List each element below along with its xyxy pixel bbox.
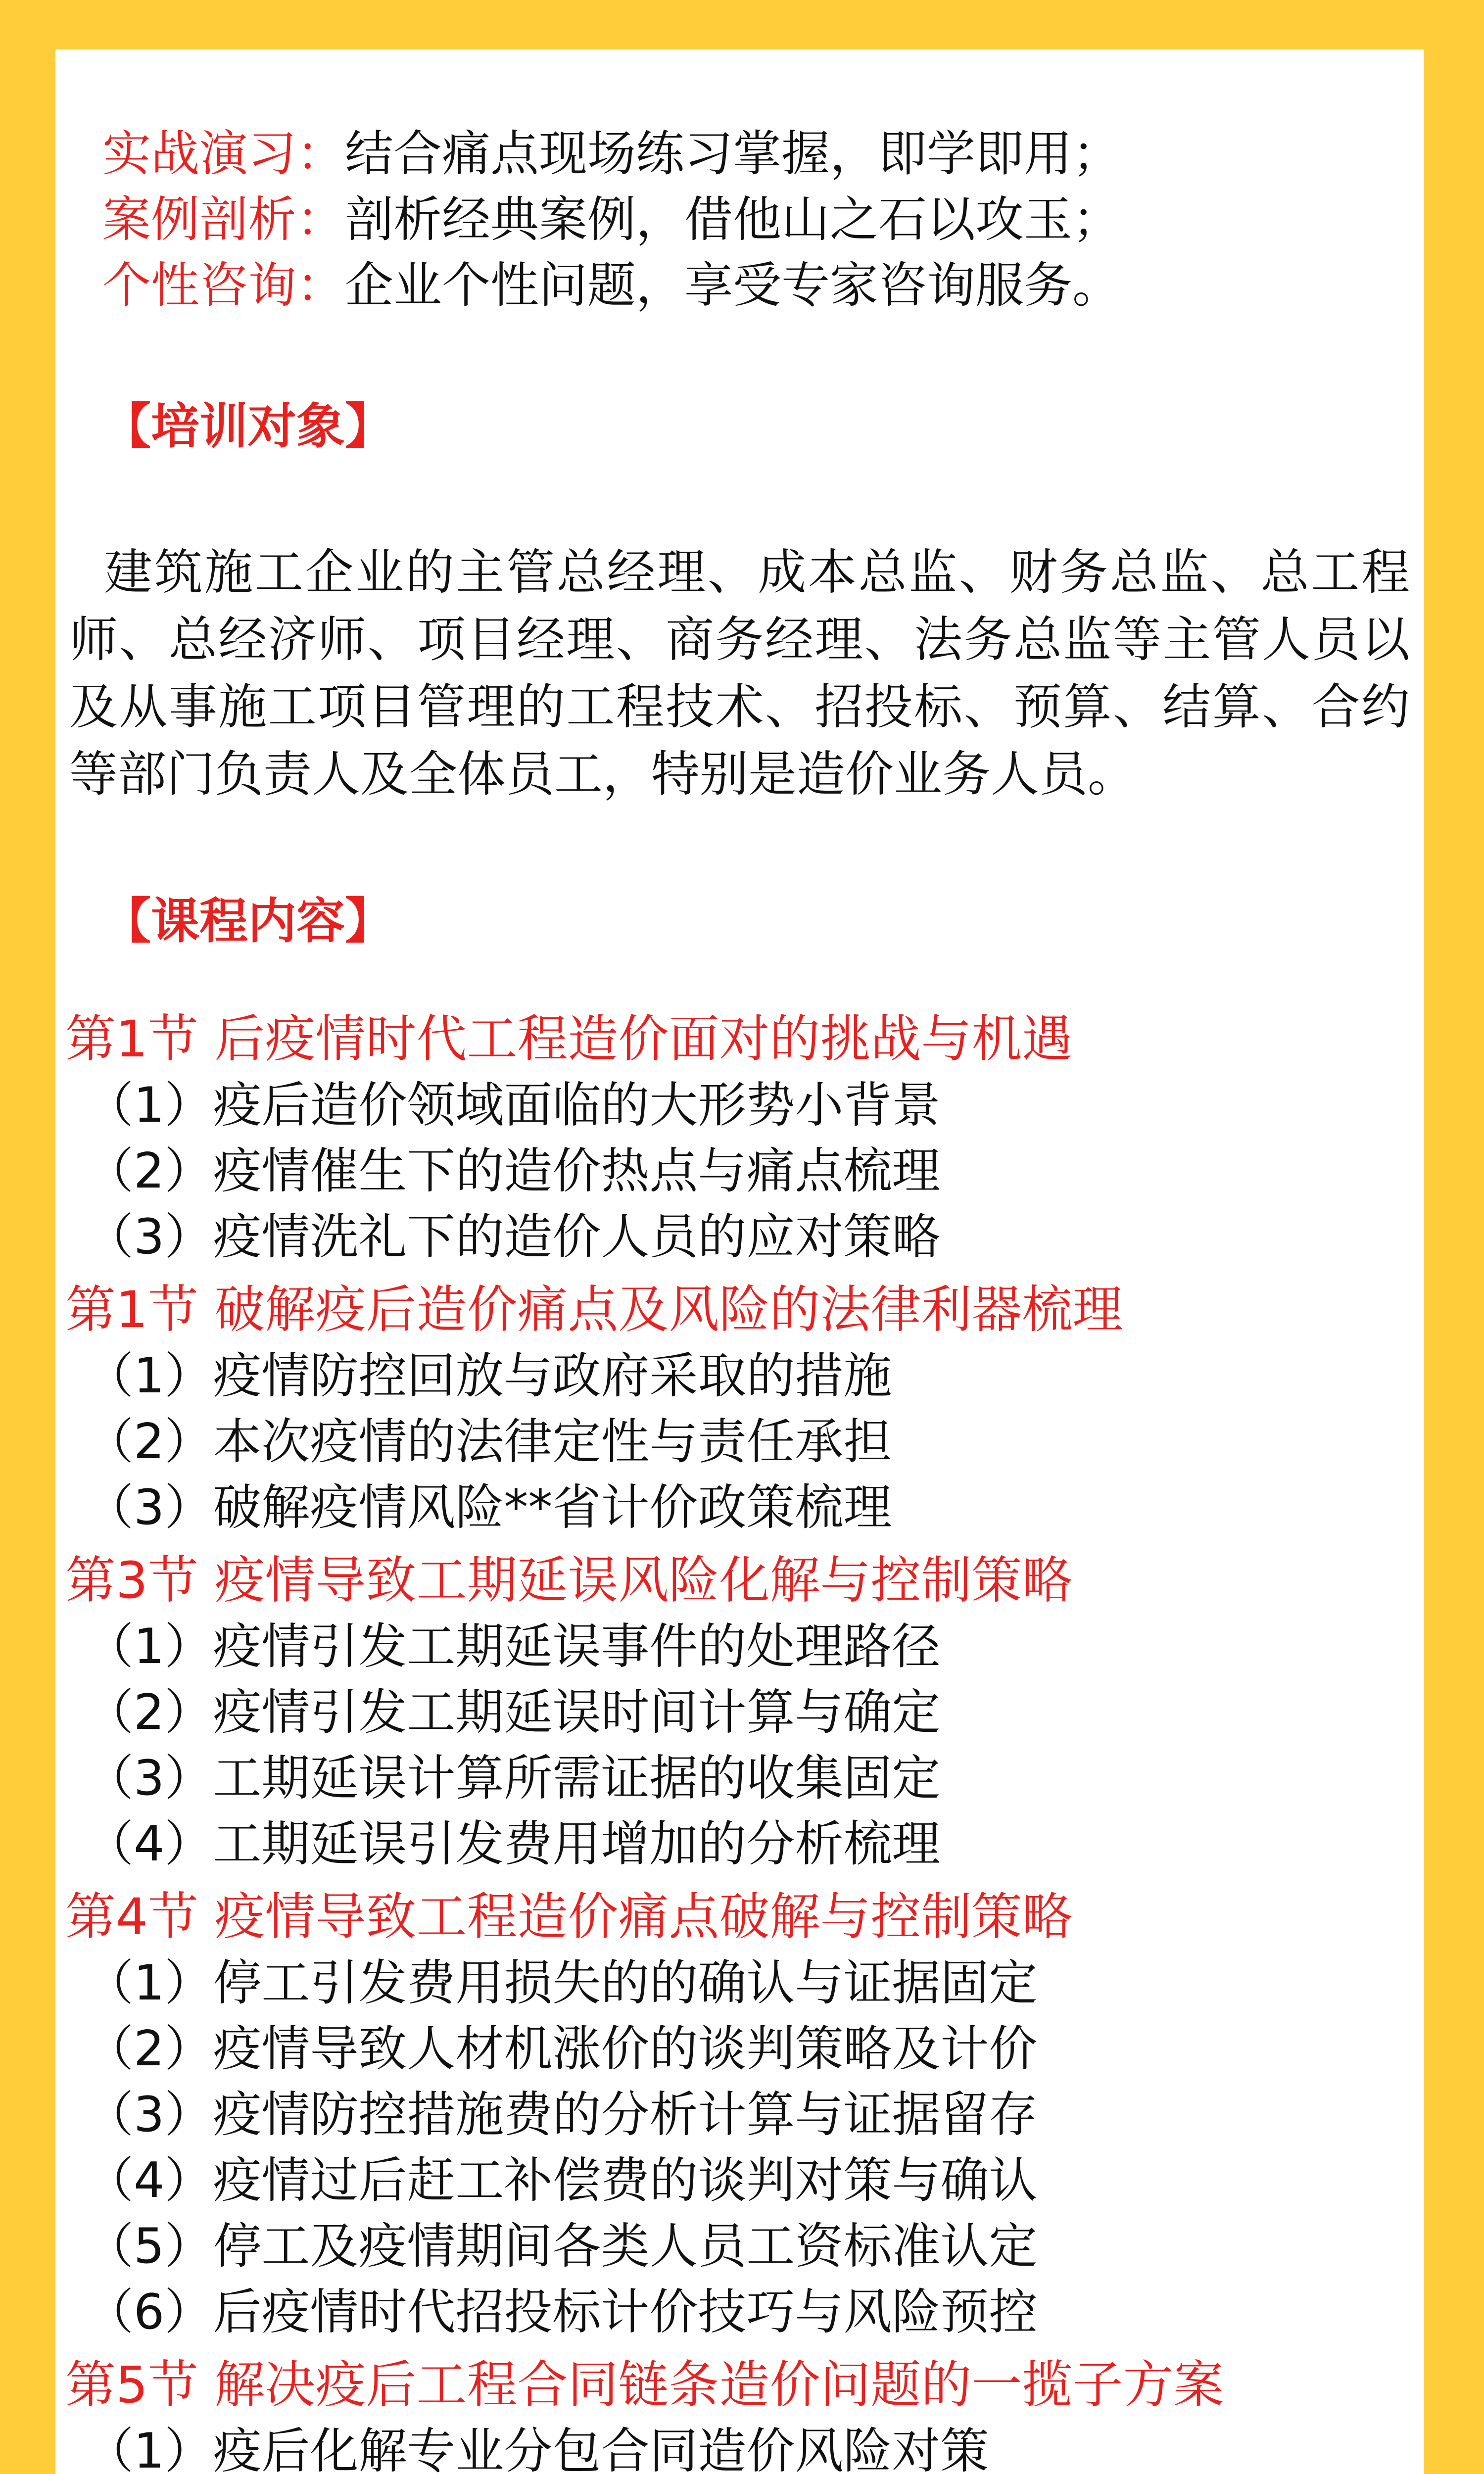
content-panel	[55, 49, 1424, 2474]
section-item: （1）疫后化解专业分包合同造价风险对策	[85, 2423, 989, 2474]
intro-text: 企业个性问题，享受专家咨询服务。	[345, 257, 1121, 314]
intro-line	[55, 253, 1424, 319]
course-section	[55, 2352, 1424, 2474]
section-item: （5）停工及疫情期间各类人员工资标准认定	[85, 2218, 1038, 2275]
section-item: （6）后疫情时代招投标计价技巧与风险预控	[85, 2284, 1038, 2340]
section-item: （3）疫情防控措施费的分析计算与证据留存	[85, 2087, 1038, 2143]
section-title: 第4节 疫情导致工程造价痛点破解与控制策略	[65, 1888, 1073, 1947]
section-title: 第1节 破解疫后造价痛点及风险的法律利器梳理	[65, 1281, 1123, 1339]
intro-list	[55, 121, 1424, 319]
section-item: （1）疫情引发工期延误事件的处理路径	[85, 1618, 941, 1675]
section-item: （1）疫情防控回放与政府采取的措施	[85, 1348, 892, 1404]
section-item: （2）本次疫情的法律定性与责任承担	[85, 1414, 892, 1470]
section-item: （2）疫情催生下的造价热点与痛点梳理	[85, 1143, 941, 1199]
section-title: 第3节 疫情导致工期延误风险化解与控制策略	[65, 1551, 1073, 1610]
audience-heading: 【培训对象】	[102, 398, 394, 455]
intro-text: 结合痛点现场练习掌握，即学即用；	[345, 126, 1121, 182]
section-item: （2）疫情引发工期延误时间计算与确定	[85, 1684, 941, 1741]
section-item: （4）工期延误引发费用增加的分析梳理	[85, 1816, 941, 1872]
course-heading: 【课程内容】	[102, 893, 394, 950]
course-section	[55, 1884, 1424, 2345]
section-item: （3）工期延误计算所需证据的收集固定	[85, 1750, 941, 1807]
section-title: 第1节 后疫情时代工程造价面对的挑战与机遇	[65, 1010, 1073, 1069]
section-item: （3）破解疫情风险**省计价政策梳理	[85, 1479, 892, 1536]
course-section	[55, 1277, 1424, 1541]
intro-line	[55, 121, 1424, 187]
intro-key: 个性咨询：	[102, 257, 345, 314]
intro-key: 实战演习：	[102, 126, 345, 182]
intro-line	[55, 187, 1424, 253]
course-section	[55, 1006, 1424, 1270]
section-item: （3）疫情洗礼下的造价人员的应对策略	[85, 1209, 941, 1265]
audience-text: 建筑施工企业的主管总经理、成本总监、财务总监、总工程师、总经济师、项目经理、商务经理、法务总监等主管人员以及从事施工项目管理的工程技术、招投标、预算、结算、合约等部门负责人及全体员工，特别是造价业务人员。	[69, 544, 1410, 803]
course-section	[55, 1548, 1424, 1877]
section-item: （1）停工引发费用损失的的确认与证据固定	[85, 1955, 1038, 2011]
section-item: （4）疫情过后赶工补偿费的谈判对策与确认	[85, 2152, 1038, 2209]
section-item: （1）疫后造价领域面临的大形势小背景	[85, 1077, 941, 1134]
intro-text: 剖析经典案例，借他山之石以攻玉；	[345, 191, 1121, 248]
intro-key: 案例剖析：	[102, 191, 345, 248]
section-item: （2）疫情导致人材机涨价的谈判策略及计价	[85, 2021, 1038, 2077]
course-list	[55, 1006, 1424, 2474]
section-title: 第5节 解决疫后工程合同链条造价问题的一揽子方案	[65, 2356, 1224, 2415]
